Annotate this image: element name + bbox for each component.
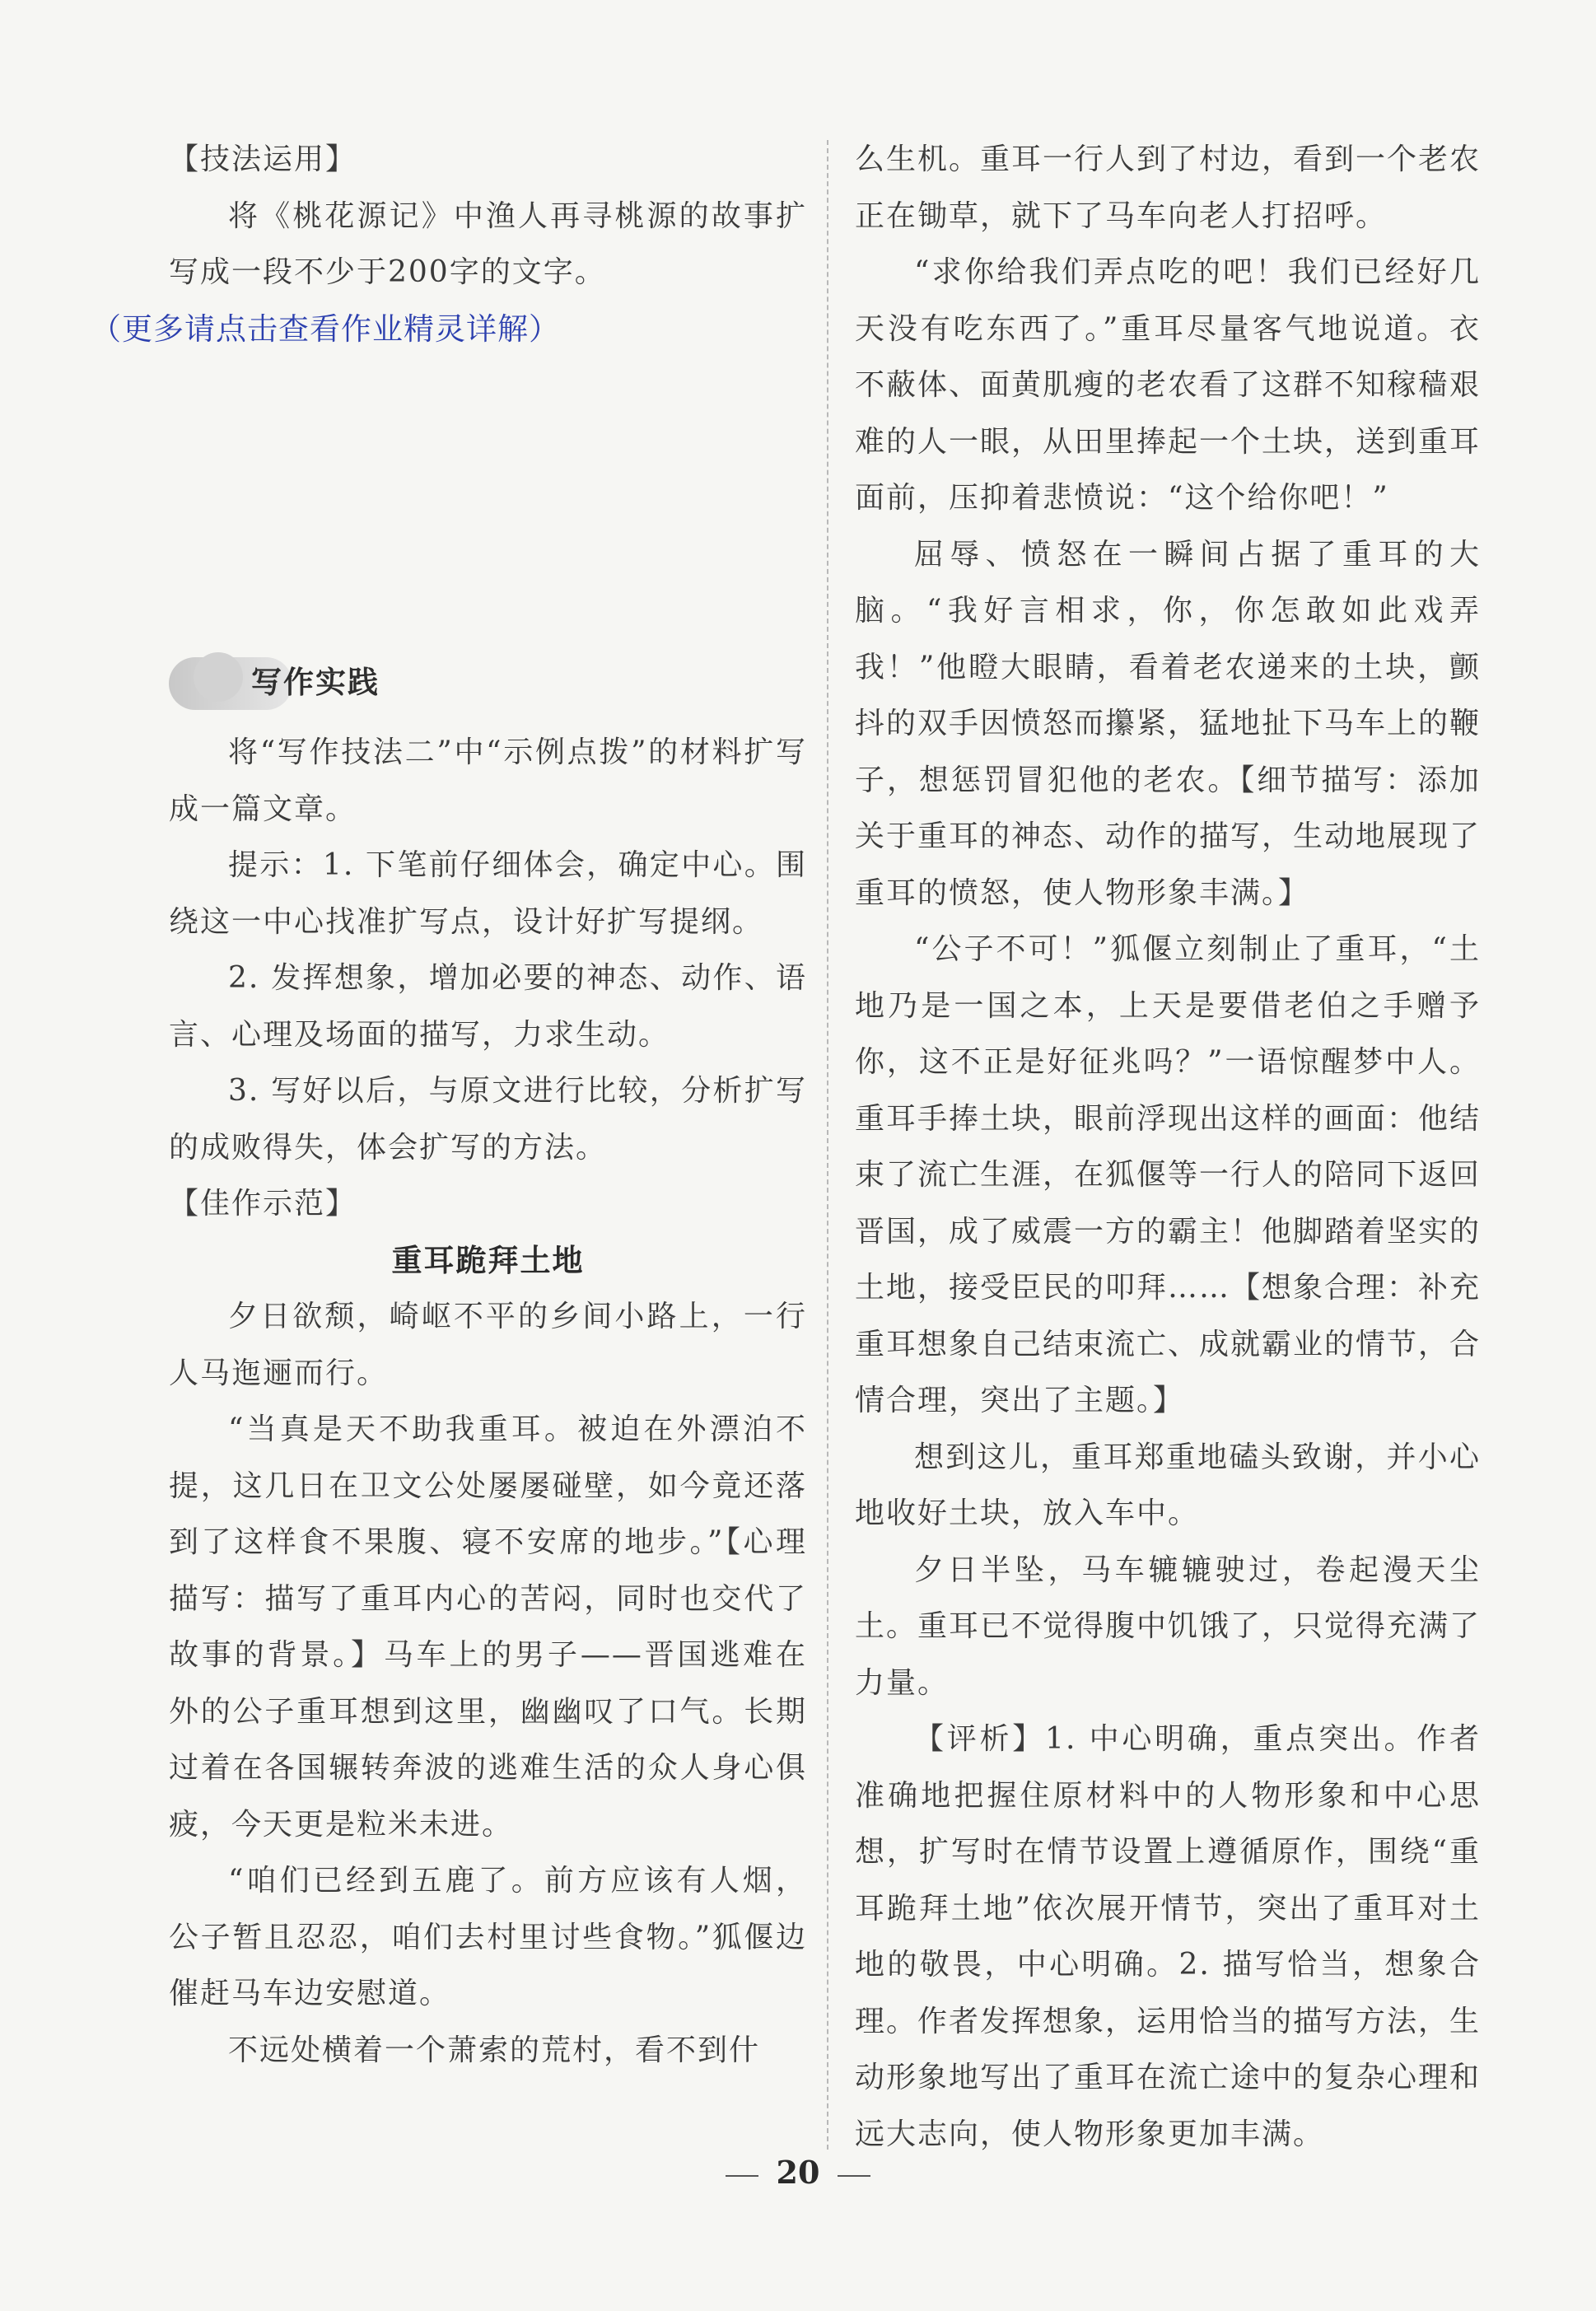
more-details-link[interactable] xyxy=(91,301,807,359)
section-heading xyxy=(169,646,807,720)
essay-paragraph-4: 不远处横着一个萧索的荒村，看不到什 xyxy=(228,2033,761,2067)
essay-paragraph-7: “公子不可！”狐偃立刻制止了重耳，“土地乃是一国之本，上天是要借老伯之手赠予你，这不正是好征兆吗？”一语惊醒梦中人。重耳手捧土块，眼前浮现出这样的画面：他结束了流亡生涯，在狐偃等一行人的陪同下返回晋国，成了威震一方的霸主！他脚踏着坚实的土地，接受臣民的叩拜……【想象合理：补充重耳想象自己结束流亡、成就霸业的情节，合情合理，突出了主题。】 xyxy=(855,932,1482,1417)
tip-3: 3. 写好以后，与原文进行比较，分析扩写的成败得失，体会扩写的方法。 xyxy=(169,1074,807,1165)
page-footer xyxy=(0,2154,1596,2191)
example-heading: 【佳作示范】 xyxy=(169,1187,357,1221)
right-column xyxy=(855,132,1481,2163)
footer-dash-left xyxy=(726,2175,758,2177)
tip-1: 提示：1. 下笔前仔细体会，确定中心。围绕这一中心找准扩写点，设计好扩写提纲。 xyxy=(169,848,807,939)
technique-text: 将《桃花源记》中渔人再寻桃源的故事扩写成一段不少于200字的文字。 xyxy=(169,198,807,289)
essay-paragraph-5: “求你给我们弄点吃的吧！我们已经好几天没有吃东西了。”重耳尽量客气地说道。衣不蔽体、面黄肌瘦的老农看了这群不知稼穑艰难的人一眼，从田里捧起一个土块，送到重耳面前，压抑着悲愤说：“这个给你吧！” xyxy=(855,255,1482,515)
essay-paragraph-1: 夕日欲颓，崎岖不平的乡间小路上，一行人马迤逦而行。 xyxy=(169,1300,807,1390)
essay-paragraph-4-continued: 么生机。重耳一行人到了村边，看到一个老农正在锄草，就下了马车向老人打招呼。 xyxy=(855,142,1482,233)
practice-text: 将“写作技法二”中“示例点拨”的材料扩写成一篇文章。 xyxy=(169,735,807,826)
answer-blank-space xyxy=(169,358,807,641)
section-heading-text: 写作实践 xyxy=(251,664,380,700)
commentary-paragraph: 【评析】1. 中心明确，重点突出。作者准确地把握住原材料中的人物形象和中心思想，扩写时在情节设置上遵循原作，围绕“重耳跪拜土地”依次展开情节，突出了重耳对土地的敬畏，中心明确。2. 描写恰当，想象合理。作者发挥想象，运用恰当的描写方法，生动形象地写出了重耳在流亡途中的复杂心理和远大志向，使人物形象更加丰满。 xyxy=(855,1722,1482,2151)
essay-paragraph-9: 夕日半坠，马车辘辘驶过，卷起漫天尘土。重耳已不觉得腹中饥饿了，只觉得充满了力量。 xyxy=(855,1552,1482,1700)
column-divider xyxy=(827,140,828,2150)
essay-paragraph-2: “当真是天不助我重耳。被迫在外漂泊不提，这几日在卫文公处屡屡碰壁，如今竟还落到了这样食不果腹、寝不安席的地步。”【心理描写：描写了重耳内心的苦闷，同时也交代了故事的背景。】马车上的男子——晋国逃难在外的公子重耳想到这里，幽幽叹了口气。长期过着在各国辗转奔波的逃难生活的众人身心俱疲，今天更是粒米未进。 xyxy=(169,1412,807,1842)
left-column xyxy=(91,132,807,2079)
technique-heading: 【技法运用】 xyxy=(169,142,357,176)
tip-2: 2. 发挥想象，增加必要的神态、动作、语言、心理及场面的描写，力求生动。 xyxy=(169,961,807,1052)
essay-paragraph-8: 想到这儿，重耳郑重地磕头致谢，并小心地收好土块，放入车中。 xyxy=(855,1440,1481,1530)
essay-paragraph-6: 屈辱、愤怒在一瞬间占据了重耳的大脑。“我好言相求，你，你怎敢如此戏弄我！”他瞪大眼睛，看着老农递来的土块，颤抖的双手因愤怒而攥紧，猛地扯下马车上的鞭子，想惩罚冒犯他的老农。【细节描写：添加关于重耳的神态、动作的描写，生动地展现了重耳的愤怒，使人物形象丰满。】 xyxy=(855,537,1482,910)
footer-dash-right xyxy=(838,2175,870,2177)
page-number: 20 xyxy=(776,2154,820,2191)
essay-paragraph-3: “咱们已经到五鹿了。前方应该有人烟，公子暂且忍忍，咱们去村里讨些食物。”狐偃边催赶马车边安慰道。 xyxy=(169,1864,807,2010)
more-details-link-text[interactable]: （更多请点击查看作业精灵详解） xyxy=(91,310,560,347)
essay-title: 重耳跪拜土地 xyxy=(391,1242,585,1278)
